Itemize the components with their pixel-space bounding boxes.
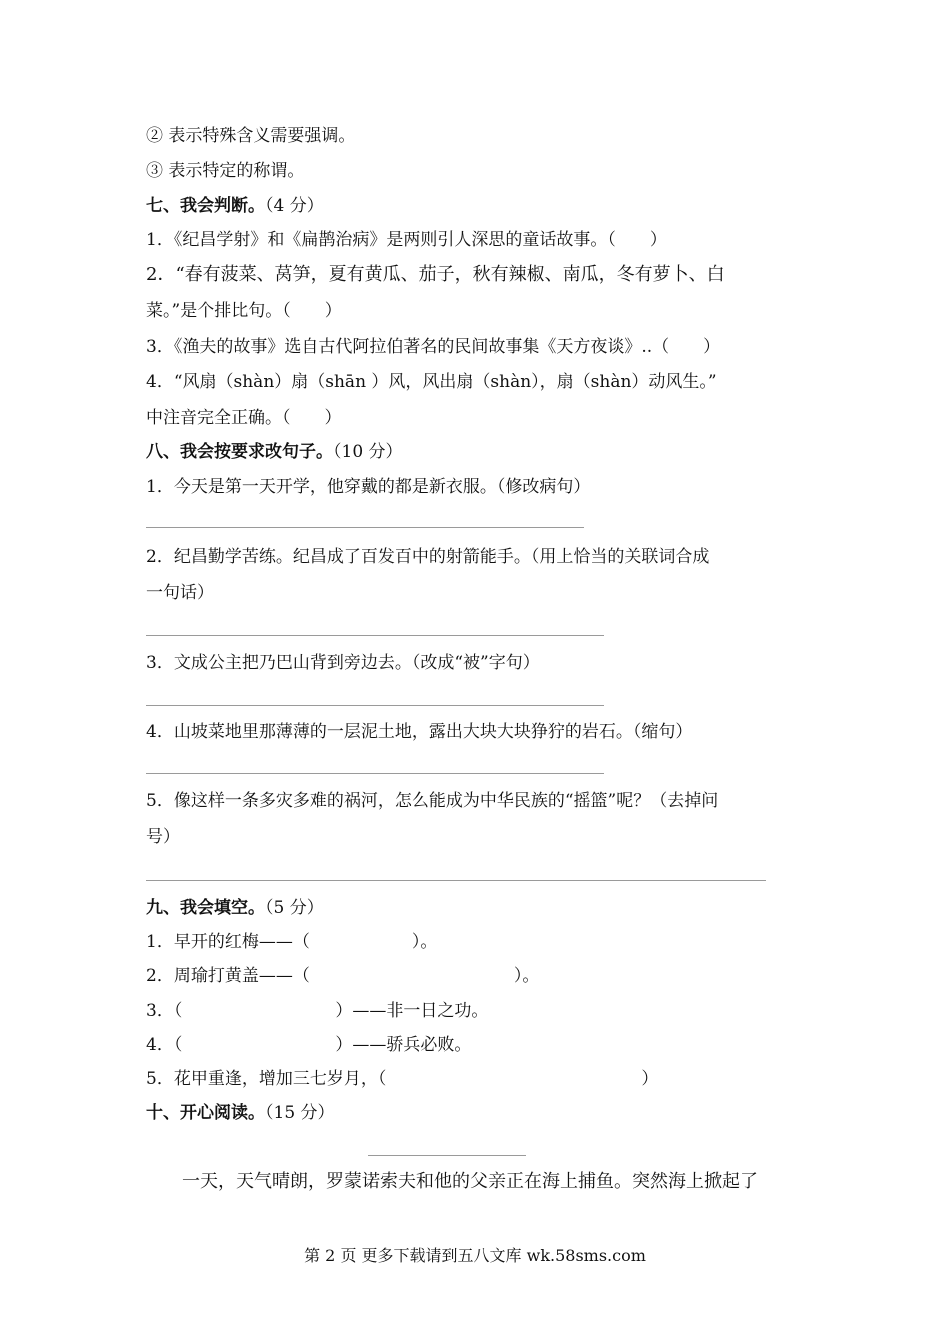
section8-question-4: 4．山坡菜地里那薄薄的一层泥土地，露出大块大块狰狞的岩石。（缩句） — [146, 722, 693, 742]
section8-heading: 八、我会按要求改句子。 — [146, 442, 333, 462]
section8-question-3: 3．文成公主把乃巴山背到旁边去。（改成“被”字句） — [146, 653, 540, 673]
section9-question-3: 3．（ ）——非一日之功。 — [146, 1001, 489, 1021]
section7-question-4-line-1: 4．“风扇（shàn）扇（shān ）风，风出扇（shàn），扇（shàn）动风生。” — [146, 372, 717, 392]
section10-heading: 十、开心阅读。 — [146, 1103, 265, 1123]
answer-line-1 — [146, 527, 584, 528]
section7-question-2-line-2: 菜。”是个排比句。（ ） — [146, 301, 342, 321]
section10-heading-line — [146, 1102, 335, 1124]
section8-question-5-line-1: 5．像这样一条多灾多难的祸河，怎么能成为中华民族的“摇篮”呢？（去掉问 — [146, 791, 719, 811]
section6-item-2: ② 表示特殊含义需要强调。 — [146, 126, 356, 146]
answer-line-4 — [146, 773, 604, 774]
section9-question-1: 1．早开的红梅——（ ）。 — [146, 932, 438, 952]
section7-question-1: 1．《纪昌学射》和《扁鹊治病》是两则引人深思的童话故事。（ ） — [146, 230, 667, 250]
section9-question-5: 5．花甲重逢，增加三七岁月，（ ） — [146, 1069, 659, 1089]
answer-line-3 — [146, 705, 604, 706]
passage-title-blank — [368, 1155, 526, 1156]
section7-question-2-line-1: 2．“春有菠菜、莴笋，夏有黄瓜、茄子，秋有辣椒、南瓜，冬有萝卜、白 — [146, 264, 725, 285]
section7-heading-line — [146, 195, 324, 217]
section9-heading: 九、我会填空。 — [146, 898, 265, 918]
section10-points: （15 分） — [265, 1103, 335, 1123]
page-footer: 第 2 页 更多下载请到五八文库 wk.58sms.com — [304, 1246, 646, 1265]
section9-question-2: 2．周瑜打黄盖——（ ）。 — [146, 966, 540, 986]
section8-question-2-line-2: 一句话） — [146, 583, 214, 603]
section7-points: （4 分） — [265, 196, 324, 216]
reading-passage-first-line: 一天，天气晴朗，罗蒙诺索夫和他的父亲正在海上捕鱼。突然海上掀起了 — [182, 1171, 758, 1192]
section8-points: （10 分） — [333, 442, 403, 462]
section9-points: （5 分） — [265, 898, 324, 918]
section8-question-5-line-2: 号） — [146, 827, 180, 847]
section7-question-3: 3．《渔夫的故事》选自古代阿拉伯著名的民间故事集《天方夜谈》..（ ） — [146, 337, 721, 357]
section9-heading-line — [146, 897, 324, 919]
answer-line-2 — [146, 635, 604, 636]
section7-question-4-line-2: 中注音完全正确。（ ） — [146, 408, 342, 428]
section9-question-4: 4．（ ）——骄兵必败。 — [146, 1035, 472, 1055]
section7-heading: 七、我会判断。 — [146, 196, 265, 216]
answer-line-5 — [146, 880, 766, 881]
section8-question-1: 1．今天是第一天开学，他穿戴的都是新衣服。（修改病句） — [146, 477, 591, 497]
section6-item-3: ③ 表示特定的称谓。 — [146, 161, 305, 181]
section8-heading-line — [146, 441, 403, 463]
section8-question-2-line-1: 2．纪昌勤学苦练。纪昌成了百发百中的射箭能手。（用上恰当的关联词合成 — [146, 547, 710, 567]
